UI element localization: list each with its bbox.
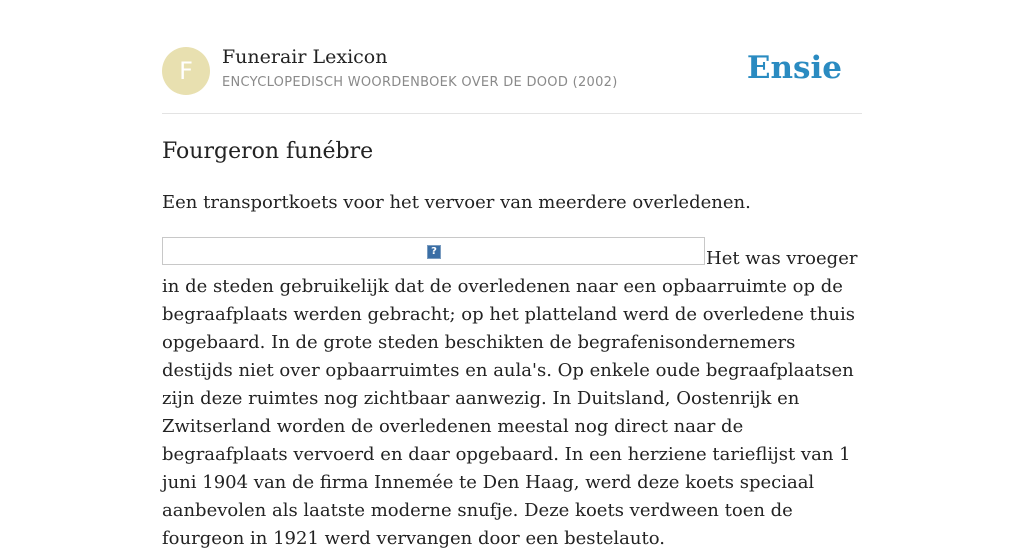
entry-body-text: Het was vroeger in de steden gebruikelijk dat de overledenen naar een opbaarruimte op de begraafplaats werden gebracht; op het platteland werd de overledene thuis opgebaard. In de grote steden beschikten de begrafenisondernemers destijds niet over opbaarruimtes en aula's. Op enkele oude begraafplaatsen zijn deze ruimtes nog zichtbaar aanwezig. In Duitsland, Oostenrijk en Zwitserland worden de overledenen meestal nog direct naar de begraafplaats vervoerd en daar opgebaard. In een herziene tarieflijst van 1 juni 1904 van de firma Innemée te Den Haag, werd deze koets speciaal aanbevolen als laatste moderne snufje. Deze koets verdween toen de fourgeon in 1921 werd vervangen door een bestelauto. [162, 248, 858, 549]
header-divider [162, 113, 862, 114]
book-avatar[interactable]: F [162, 47, 210, 95]
header [162, 46, 862, 96]
entry-title: Fourgeron funébre [162, 139, 374, 164]
ensie-logo[interactable]: Ensie [746, 50, 842, 86]
broken-image-icon: ? [427, 245, 441, 259]
book-title-link[interactable]: Funerair Lexicon [222, 46, 388, 68]
entry-lead: Een transportkoets voor het vervoer van meerdere overledenen. [162, 192, 751, 213]
book-subtitle: ENCYCLOPEDISCH WOORDENBOEK OVER DE DOOD (2002) [222, 75, 618, 90]
broken-image [162, 237, 705, 265]
entry-body [162, 245, 862, 553]
